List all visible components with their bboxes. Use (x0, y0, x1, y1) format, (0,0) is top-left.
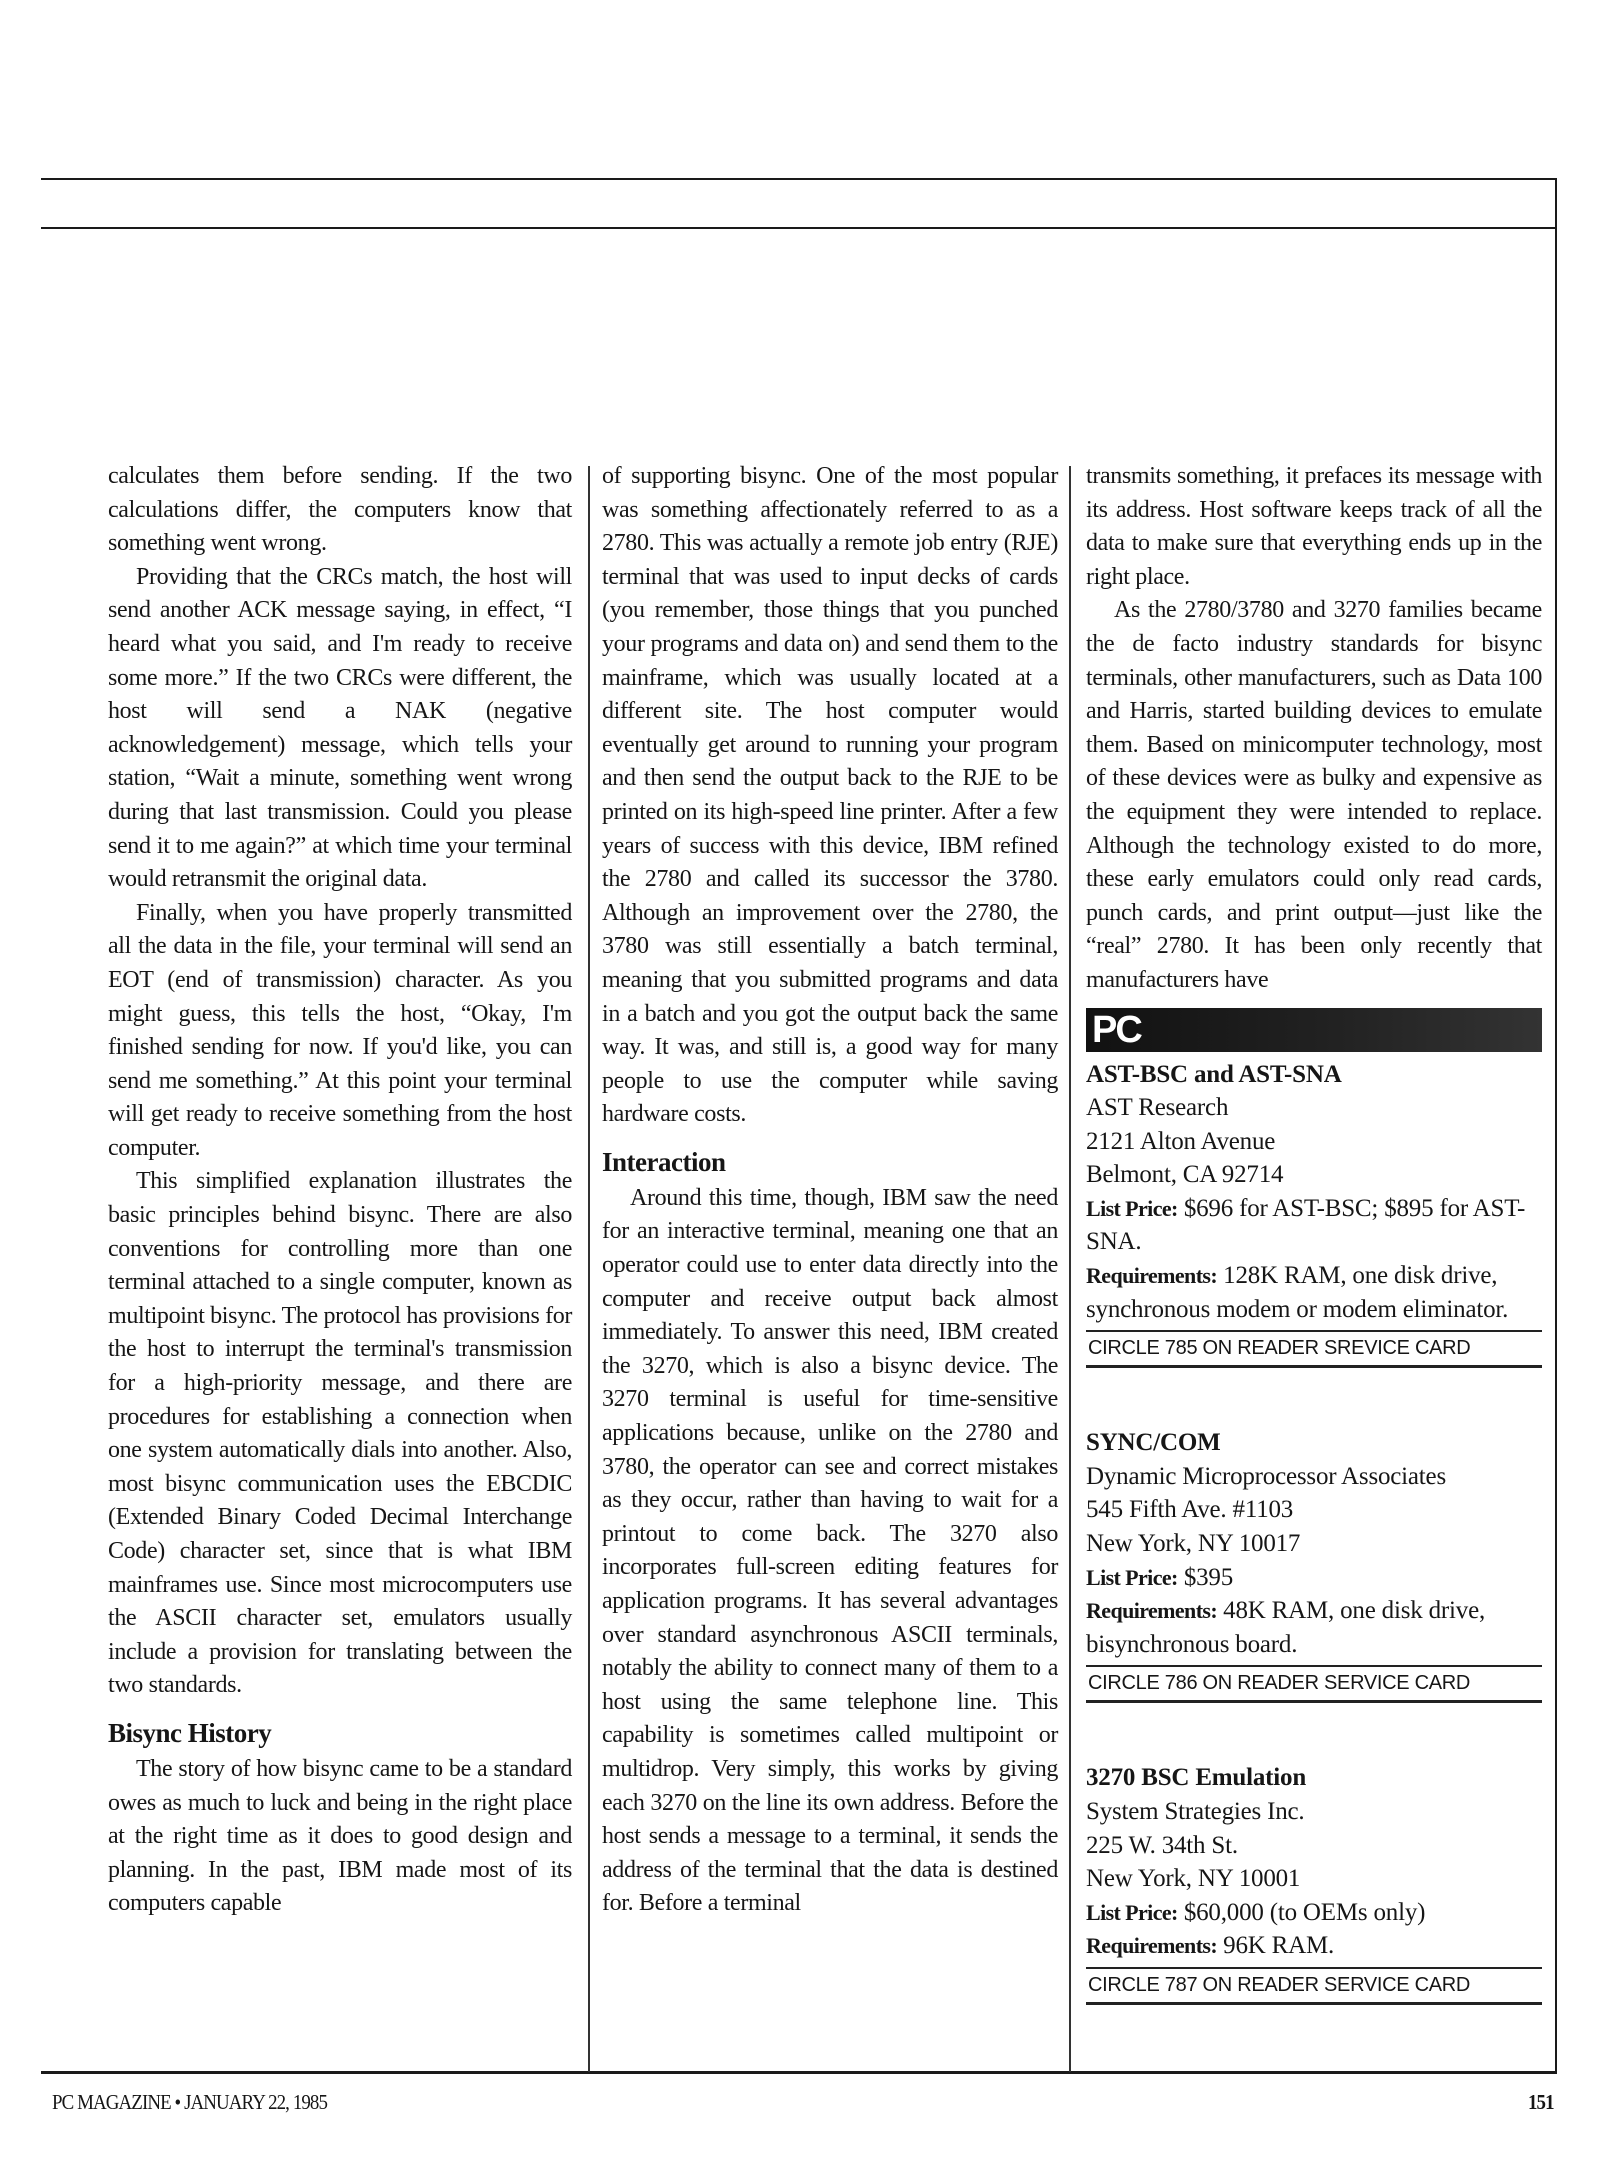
product-name: AST-BSC and AST-SNA (1086, 1060, 1342, 1088)
article-column-2 (602, 460, 1058, 1921)
right-border (1555, 178, 1557, 2074)
column-divider (588, 466, 590, 2072)
paragraph: As the 2780/3780 and 3270 families became the de facto industry standards for bisync terminals, other manufacturers, such as Data 100 and Harris, started building devices to emulate them. Based on minicomputer technology, most of these devices were as bulky and expensive as the equipment they were intended to replace. Although the technology existed to do more, these early emulators could only read cards, punch cards, and print output—just like the “real” 2780. It has been only recently that manufacturers have (1086, 597, 1542, 993)
banner-logo: PC (1092, 1008, 1141, 1051)
article-column-3 (1086, 460, 1542, 2005)
product-address: New York, NY 10017 (1086, 1530, 1301, 1558)
pc-products-banner (1086, 1008, 1542, 1052)
product-address: Belmont, CA 92714 (1086, 1161, 1284, 1189)
product-name: 3270 BSC Emulation (1086, 1764, 1307, 1792)
product-requirements: Requirements: 96K RAM. (1086, 1932, 1335, 1960)
paragraph: Around this time, though, IBM saw the need for an interactive terminal, meaning one that an operator could use to enter data directly into the computer and receive output back almost immediately. To answer this need, IBM created the 3270, which is also a bisync device. The 3270 terminal is useful for time-sensitive applications because, unlike on the 2780 and 3780, the operator can see and correct mistakes as they occur, rather than having to wait for a printout to come back. The 3270 also incorporates full-screen editing features for application programs. It has several advantages over standard asynchronous ASCII terminals, notably the ability to connect many of them to a host using the same telephone line. This capability is sometimes called multipoint or multidrop. Very simply, this works by giving each 3270 on the line its own address. Before the host sends a message to a terminal, it sends the address of the terminal that the data is destined for. Before a terminal (602, 1184, 1058, 1917)
reader-service-line: CIRCLE 785 ON READER SREVICE CARD (1086, 1330, 1542, 1368)
page-number: 151 (1528, 2090, 1554, 2114)
top-rule (41, 178, 1557, 180)
footer-publication: PC MAGAZINE • JANUARY 22, 1985 (52, 2090, 328, 2114)
product-price: List Price: $696 for AST-BSC; $895 for AST-SNA. (1086, 1194, 1526, 1256)
product-listing (1086, 1426, 1542, 1703)
product-listing (1086, 1058, 1542, 1369)
paragraph: calculates them before sending. If the two calculations differ, the computers know that something went wrong. (108, 463, 572, 557)
paragraph: of supporting bisync. One of the most popular was something affectionately referred to as a 2780. This was actually a remote job entry (RJE) terminal that was used to input decks of cards (you remember, those things that you punched your programs and data on) and send them to the mainframe, which was usually located at a different site. The host computer would eventually get around to running your program and then send the output back to the RJE to be printed on its high-speed line printer. After a few years of success with this device, IBM refined the 2780 and called its successor the 3780. Although an improvement over the 2780, the 3780 was still essentially a batch terminal, meaning that you submitted programs and data in a batch and you got the output back the same way. It was, and still is, a good way for many people to use the computer while saving hardware costs. (602, 463, 1058, 1128)
paragraph: transmits something, it prefaces its message with its address. Host software keeps track of all the data to make sure that everything ends up in the right place. (1086, 463, 1542, 590)
second-rule (41, 227, 1557, 229)
article-column-1 (108, 460, 572, 1921)
paragraph: This simplified explanation illustrates the basic principles behind bisync. There are also conventions for controlling more than one terminal attached to a single computer, known as multipoint bisync. The protocol has provisions for the host to interrupt the terminal's transmission for a high-priority message, and there are procedures for establishing a connection when one system automatically dials into another. Also, most bisync communication uses the EBCDIC (Extended Binary Coded Decimal Interchange Code) character set, since that is what IBM mainframes use. Since most microcomputers use the ASCII character set, emulators usually include a provision for translating between the two standards. (108, 1168, 573, 1699)
section-heading: Interaction (602, 1146, 726, 1177)
paragraph: Providing that the CRCs match, the host will send another ACK message saying, in effect, “I heard what you said, and I'm ready to receive some more.” If the two CRCs were different, the host will send a NAK (negative acknowledgement) message, which tells your station, “Wait a minute, something went wrong during that last transmission. Could you please send it to me again?” at which time your terminal would retransmit the original data. (108, 563, 572, 893)
product-address: 2121 Alton Avenue (1086, 1127, 1276, 1155)
paragraph: Finally, when you have properly transmitted all the data in the file, your terminal will send an EOT (end of transmission) character. As you might guess, this tells the host, “Okay, I'm finished sending for now. If you'd like, you can send me something.” At this point your terminal will get ready to receive something from the host computer. (108, 899, 572, 1161)
section-heading: Bisync History (108, 1717, 272, 1748)
paragraph: The story of how bisync came to be a standard owes as much to luck and being in the right place at the right time as it does to good design and planning. In the past, IBM made most of its computers capable (108, 1755, 572, 1917)
product-price: List Price: $395 (1086, 1563, 1234, 1591)
product-listing (1086, 1761, 1542, 2005)
product-company: System Strategies Inc. (1086, 1798, 1305, 1825)
reader-service-line: CIRCLE 786 ON READER SERVICE CARD (1086, 1665, 1542, 1703)
column-divider (1069, 466, 1071, 2072)
product-requirements: Requirements: 128K RAM, one disk drive, synchronous modem or modem eliminator. (1086, 1262, 1509, 1323)
product-name: SYNC/COM (1086, 1429, 1221, 1457)
product-address: New York, NY 10001 (1086, 1865, 1301, 1893)
bottom-rule (41, 2071, 1557, 2074)
product-address: 225 W. 34th St. (1086, 1831, 1238, 1859)
reader-service-line: CIRCLE 787 ON READER SERVICE CARD (1086, 1967, 1542, 2005)
product-address: 545 Fifth Ave. #1103 (1086, 1496, 1294, 1524)
product-company: AST Research (1086, 1094, 1229, 1122)
product-company: Dynamic Microprocessor Associates (1086, 1462, 1446, 1490)
product-price: List Price: $60,000 (to OEMs only) (1086, 1898, 1426, 1926)
product-requirements: Requirements: 48K RAM, one disk drive, bisynchronous board. (1086, 1597, 1486, 1658)
